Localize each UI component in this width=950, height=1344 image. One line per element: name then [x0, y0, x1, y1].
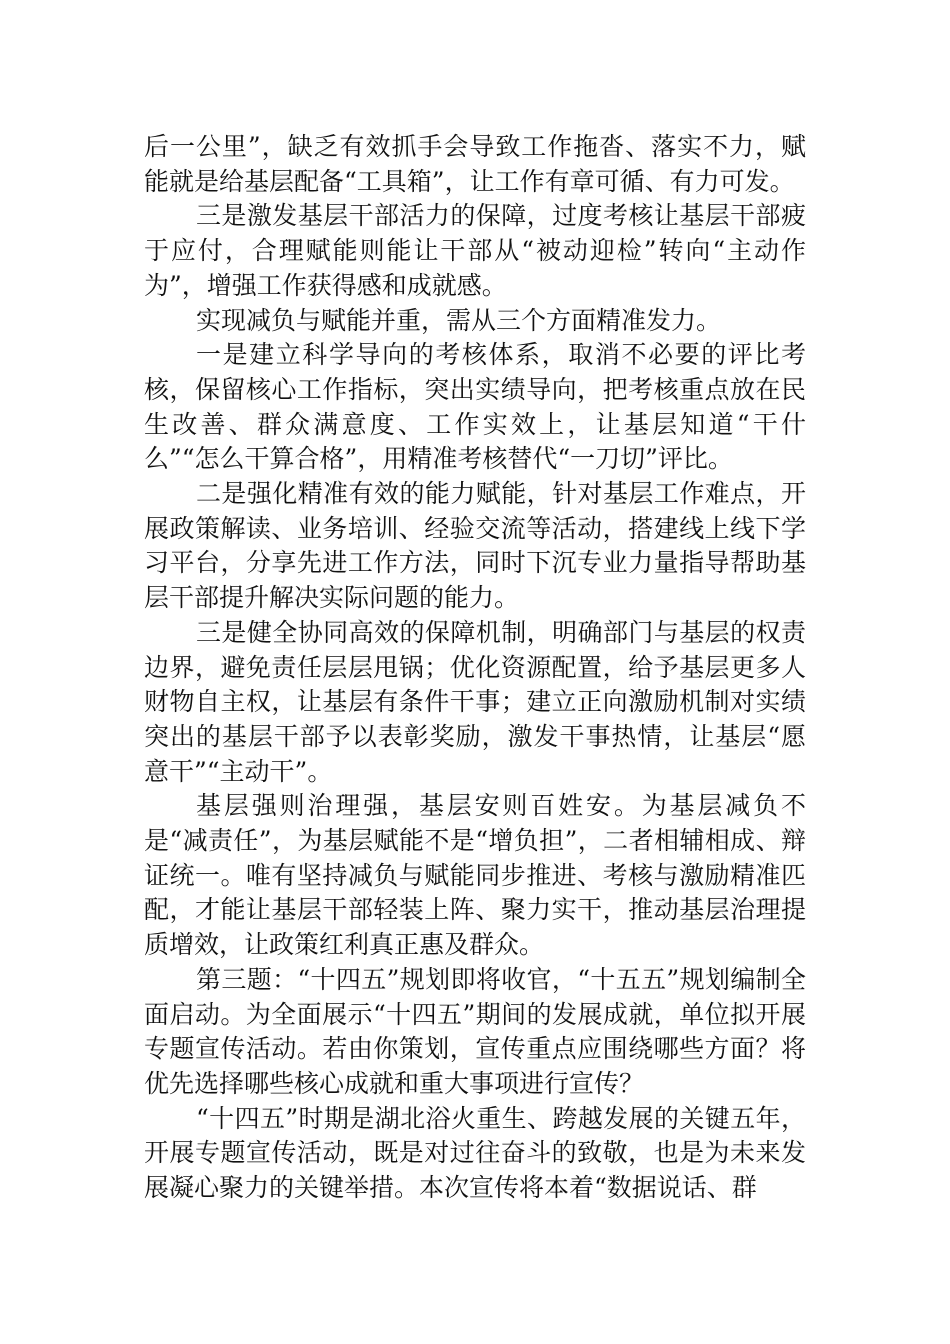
- paragraph-capacity-empowerment: 二是强化精准有效的能力赋能，针对基层工作难点，开展政策解读、业务培训、经验交流等活动，搭建线上线下学习平台，分享先进工作方法，同时下沉专业力量指导帮助基层干部提升解决实际问题的能力。: [144, 479, 806, 613]
- paragraph-third-point-guarantee: 三是激发基层干部活力的保障，过度考核让基层干部疲于应付，合理赋能则能让干部从“被动迎检”转向“主动作为”，增强工作获得感和成就感。: [144, 201, 806, 300]
- paragraph-conclusion: 基层强则治理强，基层安则百姓安。为基层减负不是“减责任”，为基层赋能不是“增负担”，二者相辅相成、辩证统一。唯有坚持减负与赋能同步推进、考核与激励精准匹配，才能让基层干部轻装上阵、聚力实干，推动基层治理提质增效，让政策红利真正惠及群众。: [144, 791, 806, 960]
- paragraph-guarantee-mechanism: 三是健全协同高效的保障机制，明确部门与基层的权责边界，避免责任层层甩锅；优化资源配置，给予基层更多人财物自主权，让基层有条件干事；建立正向激励机制对实绩突出的基层干部予以表彰奖励，激发干事热情，让基层“愿意干”“主动干”。: [144, 617, 806, 786]
- paragraph-question-three: 第三题：“十四五”规划即将收官，“十五五”规划编制全面启动。为全面展示“十四五”期间的发展成就，单位拟开展专题宣传活动。若由你策划，宣传重点应围绕哪些方面？将优先选择哪些核心成就和重大事项进行宣传？: [144, 964, 806, 1098]
- paragraph-answer-start: “十四五”时期是湖北浴火重生、跨越发展的关键五年，开展专题宣传活动，既是对过往奋斗的致敬，也是为未来发展凝心聚力的关键举措。本次宣传将本着“数据说话、群: [144, 1103, 806, 1203]
- paragraph-continuation: 后一公里”，缺乏有效抓手会导致工作拖沓、落实不力，赋能就是给基层配备“工具箱”，让工作有章可循、有力可发。: [144, 132, 806, 196]
- paragraph-assessment-system: 一是建立科学导向的考核体系，取消不必要的评比考核，保留核心工作指标，突出实绩导向，把考核重点放在民生改善、群众满意度、工作实效上，让基层知道“干什么”“怎么干算合格”，用精准考核替代“一刀切”评比。: [144, 340, 806, 474]
- document-body: [144, 130, 806, 1206]
- paragraph-three-aspects-intro: 实现减负与赋能并重，需从三个方面精准发力。: [196, 305, 722, 335]
